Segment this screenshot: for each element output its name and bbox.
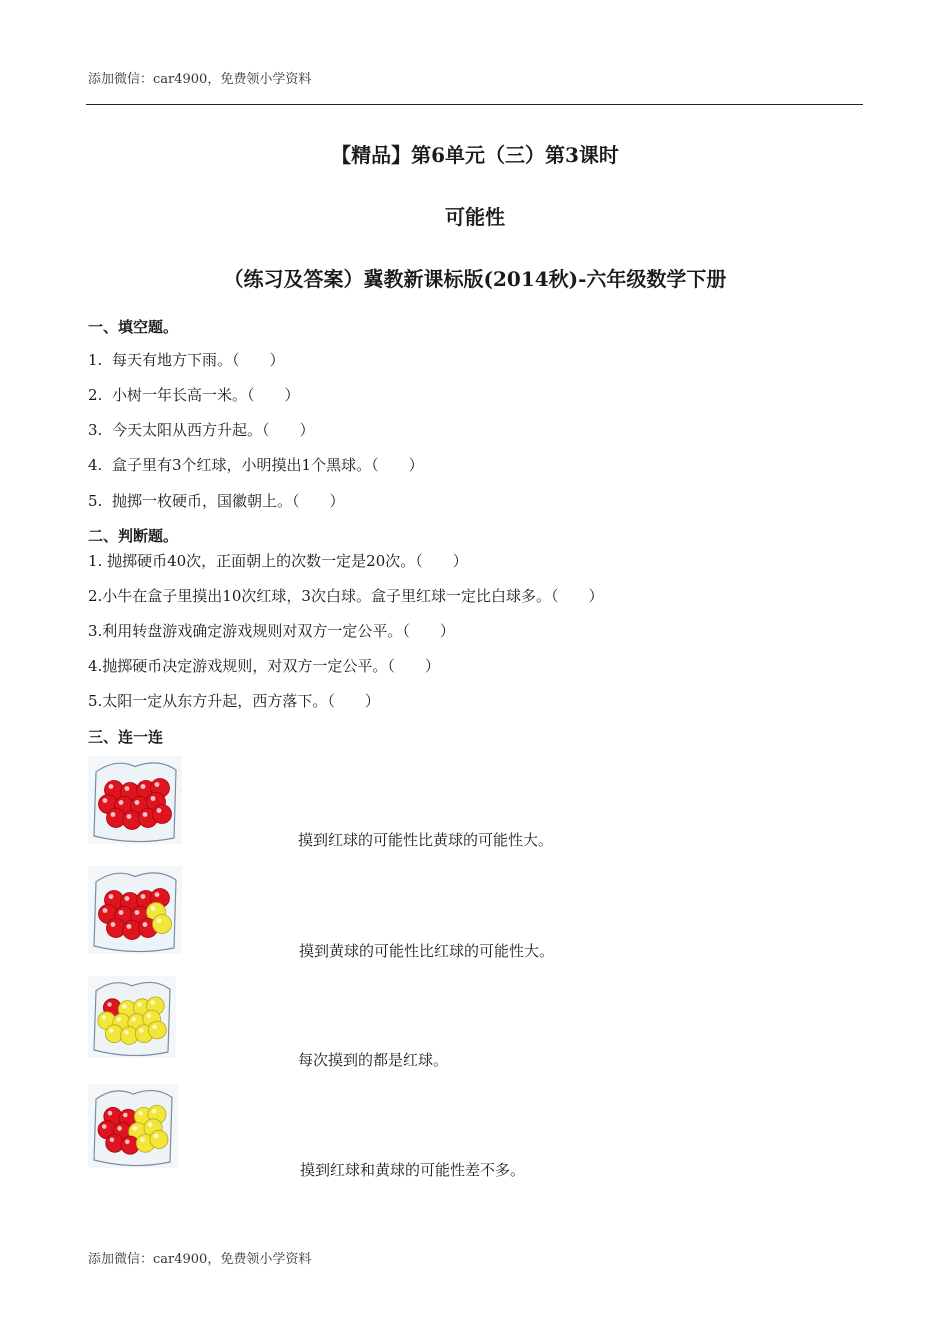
ball-highlight bbox=[102, 1015, 106, 1019]
ball-highlight bbox=[125, 786, 130, 791]
ball-highlight bbox=[133, 1126, 138, 1131]
ball-bag-image-4 bbox=[88, 1084, 178, 1168]
ball-highlight bbox=[119, 800, 124, 805]
ball-highlight bbox=[147, 1013, 151, 1017]
ball-highlight bbox=[152, 1025, 156, 1029]
ball-highlight bbox=[109, 894, 114, 899]
ball-highlight bbox=[135, 910, 140, 915]
ball-highlight bbox=[138, 1111, 143, 1116]
yellow-ball bbox=[153, 915, 172, 934]
question-text: 小树一年长高一米。（ ） bbox=[112, 386, 300, 404]
ball-highlight bbox=[103, 908, 108, 913]
ball-highlight bbox=[127, 924, 132, 929]
ball-highlight bbox=[117, 1017, 121, 1021]
red-ball bbox=[153, 805, 172, 824]
fill-question-3 bbox=[88, 419, 315, 440]
fill-question-4 bbox=[88, 454, 424, 475]
question-text: 抛掷一枚硬币，国徽朝上。（ ） bbox=[112, 492, 345, 510]
question-text: 每天有地方下雨。（ ） bbox=[112, 351, 285, 369]
ball-highlight bbox=[125, 896, 130, 901]
page-title-line-3: （练习及答案）冀教新课标版(2014秋)-六年级数学下册 bbox=[223, 267, 727, 291]
match-option-2[interactable]: 摸到黄球的可能性比红球的可能性大。 bbox=[299, 942, 555, 960]
ball-highlight bbox=[143, 922, 148, 927]
ball-highlight bbox=[111, 922, 116, 927]
ball-highlight bbox=[137, 1002, 141, 1006]
ball-highlight bbox=[148, 1122, 153, 1127]
question-number: 4. bbox=[88, 456, 103, 474]
page-footer-text: 添加微信：car4900，免费领小学资料 bbox=[88, 1252, 312, 1267]
ball-highlight bbox=[122, 1004, 126, 1008]
question-number: 2. bbox=[88, 386, 103, 404]
ball-bag-image-2 bbox=[88, 866, 182, 954]
ball-highlight bbox=[102, 1124, 107, 1129]
ball-highlight bbox=[140, 1138, 145, 1143]
judge-question-4: 4.抛掷硬币决定游戏规则，对双方一定公平。（ ） bbox=[88, 657, 440, 675]
ball-highlight bbox=[143, 812, 148, 817]
ball-highlight bbox=[103, 798, 108, 803]
match-option-3[interactable]: 每次摸到的都是红球。 bbox=[298, 1051, 449, 1069]
question-number: 5. bbox=[88, 492, 103, 510]
ball-highlight bbox=[154, 1134, 159, 1139]
section-3-heading: 三、连一连 bbox=[88, 728, 164, 746]
ball-highlight bbox=[109, 1028, 113, 1032]
judge-question-1: 1. 抛掷硬币40次，正面朝上的次数一定是20次。（ ） bbox=[88, 552, 468, 570]
ball-bag-image-3 bbox=[88, 976, 176, 1058]
ball-highlight bbox=[157, 808, 162, 813]
ball-highlight bbox=[139, 1028, 143, 1032]
fill-question-2 bbox=[88, 384, 300, 405]
ball-highlight bbox=[132, 1017, 136, 1021]
match-option-4[interactable]: 摸到红球和黄球的可能性差不多。 bbox=[300, 1161, 526, 1179]
ball-highlight bbox=[124, 1030, 128, 1034]
question-text: 盒子里有3个红球，小明摸出1个黑球。（ ） bbox=[112, 456, 424, 474]
question-number: 3. bbox=[88, 421, 103, 439]
ball-highlight bbox=[151, 906, 156, 911]
fill-question-1 bbox=[88, 349, 285, 370]
yellow-ball bbox=[150, 1130, 168, 1148]
judge-question-2: 2.小牛在盒子里摸出10次红球，3次白球。盒子里红球一定比白球多。（ ） bbox=[88, 587, 604, 605]
ball-highlight bbox=[108, 1111, 113, 1116]
ball-highlight bbox=[119, 910, 124, 915]
ball-highlight bbox=[141, 894, 146, 899]
ball-highlight bbox=[141, 784, 146, 789]
page-title-line-1: 【精品】第6单元（三）第3课时 bbox=[331, 143, 619, 167]
page-title-line-2: 可能性 bbox=[445, 205, 505, 229]
ball-highlight bbox=[110, 1138, 115, 1143]
ball-highlight bbox=[117, 1126, 122, 1131]
section-1-heading: 一、填空题。 bbox=[88, 318, 179, 336]
ball-highlight bbox=[155, 892, 160, 897]
page-header-text: 添加微信：car4900，免费领小学资料 bbox=[88, 72, 312, 87]
ball-highlight bbox=[107, 1002, 111, 1006]
ball-highlight bbox=[111, 812, 116, 817]
ball-highlight bbox=[125, 1140, 130, 1145]
ball-highlight bbox=[123, 1113, 128, 1118]
ball-highlight bbox=[109, 784, 114, 789]
header-divider bbox=[86, 104, 863, 105]
question-text: 今天太阳从西方升起。（ ） bbox=[112, 421, 315, 439]
ball-highlight bbox=[155, 782, 160, 787]
fill-question-5 bbox=[88, 490, 345, 511]
ball-highlight bbox=[152, 1109, 157, 1114]
match-option-1[interactable]: 摸到红球的可能性比黄球的可能性大。 bbox=[298, 831, 554, 849]
ball-highlight bbox=[135, 800, 140, 805]
section-2-heading: 二、判断题。 bbox=[88, 527, 179, 545]
ball-highlight bbox=[127, 814, 132, 819]
judge-question-3: 3.利用转盘游戏确定游戏规则对双方一定公平。（ ） bbox=[88, 622, 455, 640]
ball-highlight bbox=[151, 796, 156, 801]
judge-question-5: 5.太阳一定从东方升起，西方落下。（ ） bbox=[88, 692, 380, 710]
ball-highlight bbox=[150, 1000, 154, 1004]
ball-highlight bbox=[157, 918, 162, 923]
yellow-ball bbox=[148, 1021, 166, 1039]
question-number: 1. bbox=[88, 351, 103, 369]
ball-bag-image-1 bbox=[88, 756, 182, 844]
